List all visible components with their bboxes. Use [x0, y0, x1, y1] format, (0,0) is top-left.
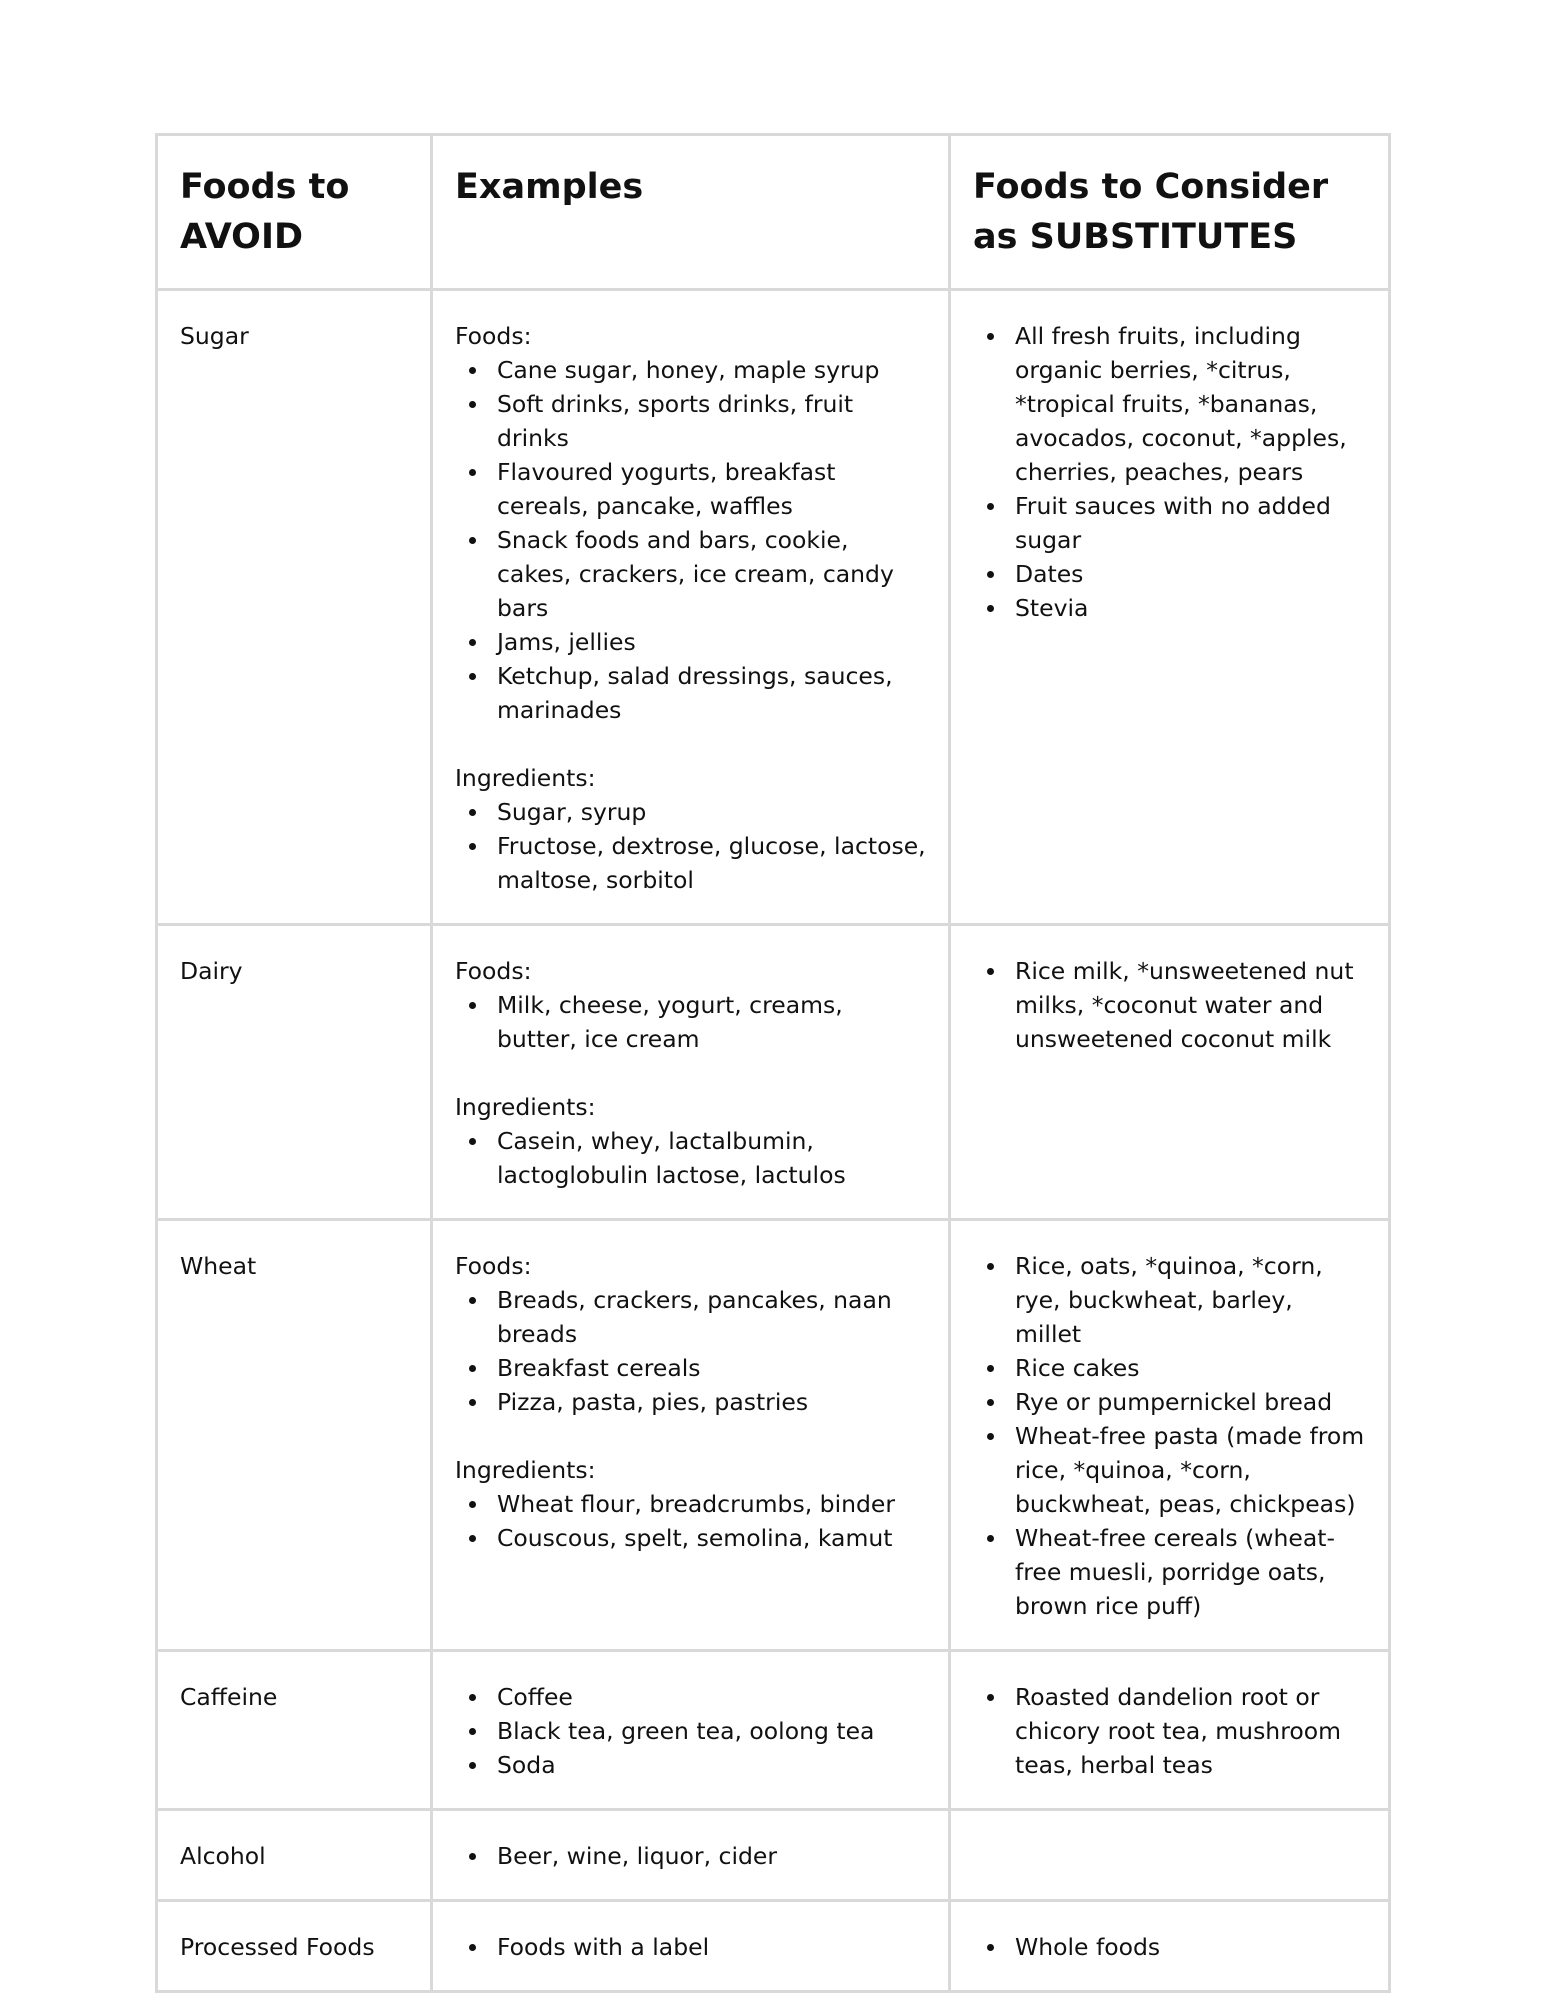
ingredients-label: Ingredients:: [455, 1093, 596, 1121]
list-item: Jams, jellies: [455, 625, 926, 659]
list-item: Wheat flour, breadcrumbs, binder: [455, 1487, 926, 1521]
substitutes-list: [973, 954, 1366, 1056]
foods-label: Foods:: [455, 1252, 532, 1280]
list-item: Pizza, pasta, pies, pastries: [455, 1385, 926, 1419]
list-item: Milk, cheese, yogurt, creams, butter, ice cream: [455, 988, 926, 1056]
examples-cell: [432, 1220, 950, 1651]
examples-cell: [432, 925, 950, 1220]
ingredients-label: Ingredients:: [455, 1456, 596, 1484]
ingredients-label: Ingredients:: [455, 764, 596, 792]
examples-list: [455, 1930, 926, 1964]
examples-cell: [432, 290, 950, 925]
substitutes-cell: [950, 1651, 1390, 1810]
examples-list: [455, 1839, 926, 1873]
table-row-caffeine: [157, 1651, 1390, 1810]
header-examples: Examples: [432, 135, 950, 290]
substitutes-list: [973, 1680, 1366, 1782]
examples-cell: [432, 1651, 950, 1810]
list-item: Casein, whey, lactalbumin, lactoglobulin lactose, lactulos: [455, 1124, 926, 1192]
list-item: Couscous, spelt, semolina, kamut: [455, 1521, 926, 1555]
substitutes-cell: [950, 1901, 1390, 1992]
list-item: Dates: [973, 557, 1366, 591]
list-item: Black tea, green tea, oolong tea: [455, 1714, 926, 1748]
substitutes-list: [973, 1249, 1366, 1623]
row-name: Processed Foods: [157, 1901, 432, 1992]
food-substitution-table: [155, 133, 1391, 1993]
examples-cell: [432, 1901, 950, 1992]
list-item: All fresh fruits, including organic berries, *citrus, *tropical fruits, *bananas, avocados, coconut, *apples, cherries, peaches, pears: [973, 319, 1366, 489]
table-row-wheat: [157, 1220, 1390, 1651]
header-foods-to-avoid: Foods to AVOID: [157, 135, 432, 290]
list-item: Rice milk, *unsweetened nut milks, *coconut water and unsweetened coconut milk: [973, 954, 1366, 1056]
substitutes-cell: [950, 1810, 1390, 1901]
examples-cell: [432, 1810, 950, 1901]
row-name: Caffeine: [157, 1651, 432, 1810]
header-substitutes: Foods to Consider as SUBSTITUTES: [950, 135, 1390, 290]
row-name: Sugar: [157, 290, 432, 925]
list-item: Stevia: [973, 591, 1366, 625]
list-item: Beer, wine, liquor, cider: [455, 1839, 926, 1873]
ingredients-list: [455, 1124, 926, 1192]
row-name: Dairy: [157, 925, 432, 1220]
table-row-alcohol: [157, 1810, 1390, 1901]
substitutes-list: [973, 319, 1366, 625]
list-item: Rye or pumpernickel bread: [973, 1385, 1366, 1419]
table-row-processed-foods: [157, 1901, 1390, 1992]
list-item: Coffee: [455, 1680, 926, 1714]
foods-label: Foods:: [455, 957, 532, 985]
foods-list: [455, 1283, 926, 1419]
list-item: Rice cakes: [973, 1351, 1366, 1385]
list-item: Sugar, syrup: [455, 795, 926, 829]
list-item: Wheat-free cereals (wheat-free muesli, porridge oats, brown rice puff): [973, 1521, 1366, 1623]
substitutes-cell: [950, 1220, 1390, 1651]
examples-list: [455, 1680, 926, 1782]
row-name: Alcohol: [157, 1810, 432, 1901]
foods-list: [455, 988, 926, 1056]
list-item: Soda: [455, 1748, 926, 1782]
list-item: Ketchup, salad dressings, sauces, marinades: [455, 659, 926, 727]
row-name: Wheat: [157, 1220, 432, 1651]
list-item: Soft drinks, sports drinks, fruit drinks: [455, 387, 926, 455]
foods-list: [455, 353, 926, 727]
ingredients-list: [455, 795, 926, 897]
substitutes-cell: [950, 290, 1390, 925]
table-row-sugar: [157, 290, 1390, 925]
foods-label: Foods:: [455, 322, 532, 350]
list-item: Foods with a label: [455, 1930, 926, 1964]
header-row: [157, 135, 1390, 290]
ingredients-list: [455, 1487, 926, 1555]
list-item: Rice, oats, *quinoa, *corn, rye, buckwheat, barley, millet: [973, 1249, 1366, 1351]
list-item: Wheat-free pasta (made from rice, *quinoa, *corn, buckwheat, peas, chickpeas): [973, 1419, 1366, 1521]
list-item: Cane sugar, honey, maple syrup: [455, 353, 926, 387]
list-item: Fruit sauces with no added sugar: [973, 489, 1366, 557]
list-item: Fructose, dextrose, glucose, lactose, maltose, sorbitol: [455, 829, 926, 897]
list-item: Snack foods and bars, cookie, cakes, crackers, ice cream, candy bars: [455, 523, 926, 625]
substitutes-cell: [950, 925, 1390, 1220]
substitutes-list: [973, 1930, 1366, 1964]
list-item: Whole foods: [973, 1930, 1366, 1964]
list-item: Breakfast cereals: [455, 1351, 926, 1385]
list-item: Breads, crackers, pancakes, naan breads: [455, 1283, 926, 1351]
table-row-dairy: [157, 925, 1390, 1220]
list-item: Roasted dandelion root or chicory root tea, mushroom teas, herbal teas: [973, 1680, 1366, 1782]
list-item: Flavoured yogurts, breakfast cereals, pancake, waffles: [455, 455, 926, 523]
